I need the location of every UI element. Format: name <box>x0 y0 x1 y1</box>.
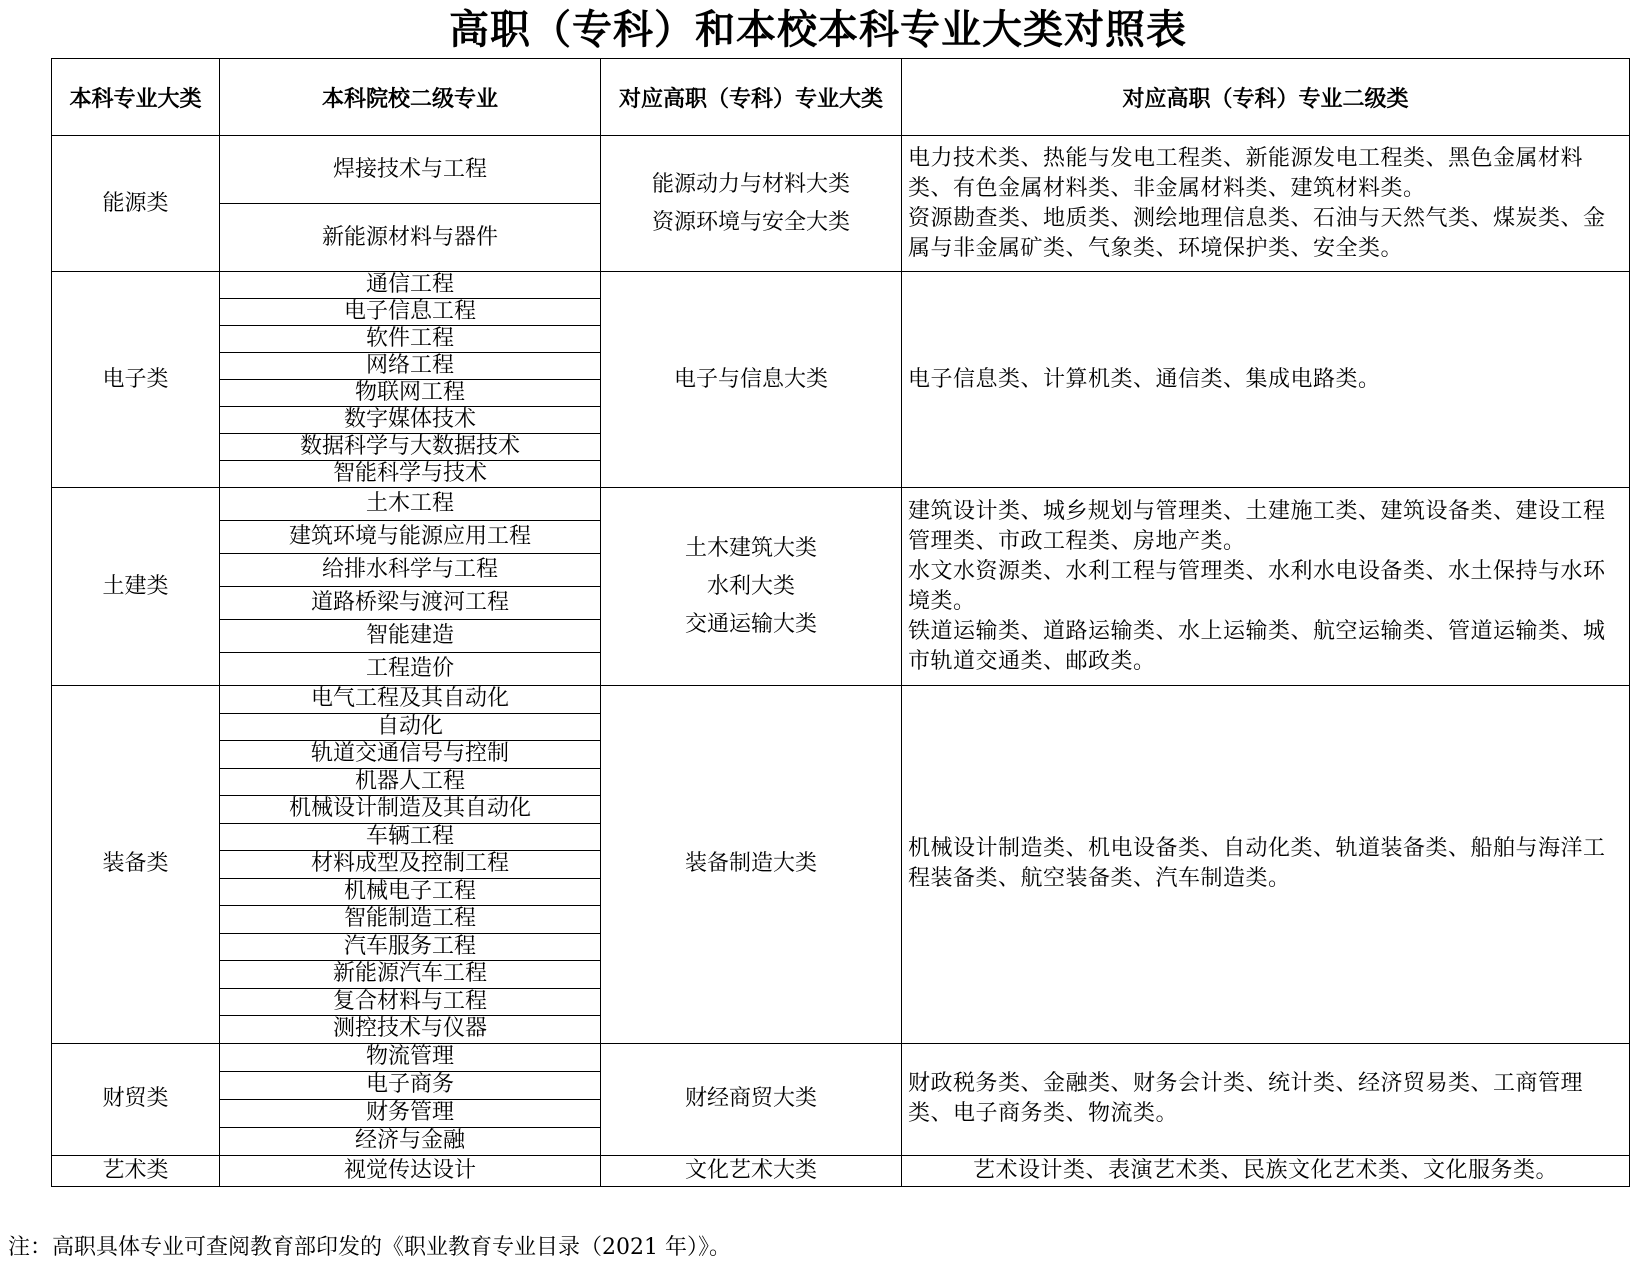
vocational-line: 装备制造大类 <box>684 851 817 877</box>
table-row <box>52 1155 1630 1186</box>
major-cell: 电子信息工程 <box>220 299 601 326</box>
subclass-cell <box>902 136 1630 272</box>
page-title: 高职（专科）和本校本科专业大类对照表 <box>449 7 1187 53</box>
table-header-row <box>52 59 1630 136</box>
category-cell: 财贸类 <box>52 1043 220 1155</box>
major-cell: 焊接技术与工程 <box>220 136 601 204</box>
category-cell: 能源类 <box>52 136 220 272</box>
table-row <box>52 272 1630 299</box>
table-row <box>52 136 1630 204</box>
header-undergrad-major: 本科院校二级专业 <box>220 59 601 136</box>
subclass-line: 电力技术类、热能与发电工程类、新能源发电工程类、黑色金属材料类、有色金属材料类、非金属材料类、建筑材料类。 <box>908 145 1584 201</box>
major-cell: 建筑环境与能源应用工程 <box>220 521 601 554</box>
subclass-line: 资源勘查类、地质类、测绘地理信息类、石油与天然气类、煤炭类、金属与非金属矿类、气象类、环境保护类、安全类。 <box>908 205 1606 261</box>
major-cell: 测控技术与仪器 <box>220 1016 601 1044</box>
subclass-line: 电子信息类、计算机类、通信类、集成电路类。 <box>908 366 1381 392</box>
vocational-line: 电子与信息大类 <box>673 366 828 392</box>
major-cell: 道路桥梁与渡河工程 <box>220 587 601 620</box>
major-cell: 机械电子工程 <box>220 878 601 906</box>
subclass-line: 财政税务类、金融类、财务会计类、统计类、经济贸易类、工商管理类、电子商务类、物流类。 <box>908 1071 1584 1126</box>
subclass-line: 建筑设计类、城乡规划与管理类、土建施工类、建筑设备类、建设工程管理类、市政工程类、房地产类。 <box>908 498 1606 554</box>
major-cell: 新能源材料与器件 <box>220 204 601 272</box>
vocational-line: 土木建筑大类 <box>684 535 817 561</box>
subclass-cell <box>902 272 1630 488</box>
vocational-line: 财经商贸大类 <box>684 1086 817 1111</box>
header-vocational-category: 对应高职（专科）专业大类 <box>601 59 902 136</box>
major-cell: 电子商务 <box>220 1071 601 1099</box>
major-cell: 经济与金融 <box>220 1127 601 1155</box>
major-cell: 材料成型及控制工程 <box>220 851 601 879</box>
subclass-cell <box>902 686 1630 1044</box>
vocational-line: 资源环境与安全大类 <box>651 209 850 235</box>
vocational-line: 交通运输大类 <box>684 611 817 637</box>
vocational-cell <box>601 488 902 686</box>
vocational-cell: 文化艺术大类 <box>601 1155 902 1186</box>
header-undergrad-category: 本科专业大类 <box>52 59 220 136</box>
table-row <box>52 686 1630 714</box>
major-cell: 复合材料与工程 <box>220 988 601 1016</box>
major-cell: 自动化 <box>220 713 601 741</box>
major-cell: 工程造价 <box>220 653 601 686</box>
subclass-cell <box>902 488 1630 686</box>
category-cell: 装备类 <box>52 686 220 1044</box>
major-cell: 智能制造工程 <box>220 906 601 934</box>
category-cell: 艺术类 <box>52 1155 220 1186</box>
major-cell: 土木工程 <box>220 488 601 521</box>
major-cell: 视觉传达设计 <box>220 1155 601 1186</box>
table-row <box>52 1043 1630 1071</box>
subclass-line: 铁道运输类、道路运输类、水上运输类、航空运输类、管道运输类、城市轨道交通类、邮政类。 <box>908 618 1606 674</box>
major-cell: 新能源汽车工程 <box>220 961 601 989</box>
major-cell: 物流管理 <box>220 1043 601 1071</box>
category-cell: 电子类 <box>52 272 220 488</box>
major-cell: 智能科学与技术 <box>220 461 601 488</box>
subclass-cell: 艺术设计类、表演艺术类、民族文化艺术类、文化服务类。 <box>902 1155 1630 1186</box>
major-cell: 数据科学与大数据技术 <box>220 434 601 461</box>
category-cell: 土建类 <box>52 488 220 686</box>
comparison-table <box>51 58 1630 1187</box>
major-cell: 网络工程 <box>220 353 601 380</box>
table-row <box>52 488 1630 521</box>
subclass-cell <box>902 1043 1630 1155</box>
major-cell: 轨道交通信号与控制 <box>220 741 601 769</box>
vocational-line: 水利大类 <box>706 573 795 599</box>
major-cell: 数字媒体技术 <box>220 407 601 434</box>
vocational-cell <box>601 136 902 272</box>
major-cell: 智能建造 <box>220 620 601 653</box>
major-cell: 财务管理 <box>220 1099 601 1127</box>
major-cell: 机械设计制造及其自动化 <box>220 796 601 824</box>
major-cell: 给排水科学与工程 <box>220 554 601 587</box>
vocational-cell <box>601 686 902 1044</box>
major-cell: 车辆工程 <box>220 823 601 851</box>
major-cell: 物联网工程 <box>220 380 601 407</box>
major-cell: 软件工程 <box>220 326 601 353</box>
vocational-cell <box>601 272 902 488</box>
subclass-line: 机械设计制造类、机电设备类、自动化类、轨道装备类、船舶与海洋工程装备类、航空装备类、汽车制造类。 <box>908 836 1606 892</box>
major-cell: 通信工程 <box>220 272 601 299</box>
header-vocational-subclass: 对应高职（专科）专业二级类 <box>902 59 1630 136</box>
major-cell: 电气工程及其自动化 <box>220 686 601 714</box>
subclass-line: 水文水资源类、水利工程与管理类、水利水电设备类、水土保持与水环境类。 <box>908 558 1606 614</box>
major-cell: 机器人工程 <box>220 768 601 796</box>
vocational-line: 能源动力与材料大类 <box>651 171 850 197</box>
major-cell: 汽车服务工程 <box>220 933 601 961</box>
vocational-cell <box>601 1043 902 1155</box>
footnote: 注：高职具体专业可查阅教育部印发的《职业教育专业目录（2021 年）》。 <box>8 1235 731 1260</box>
